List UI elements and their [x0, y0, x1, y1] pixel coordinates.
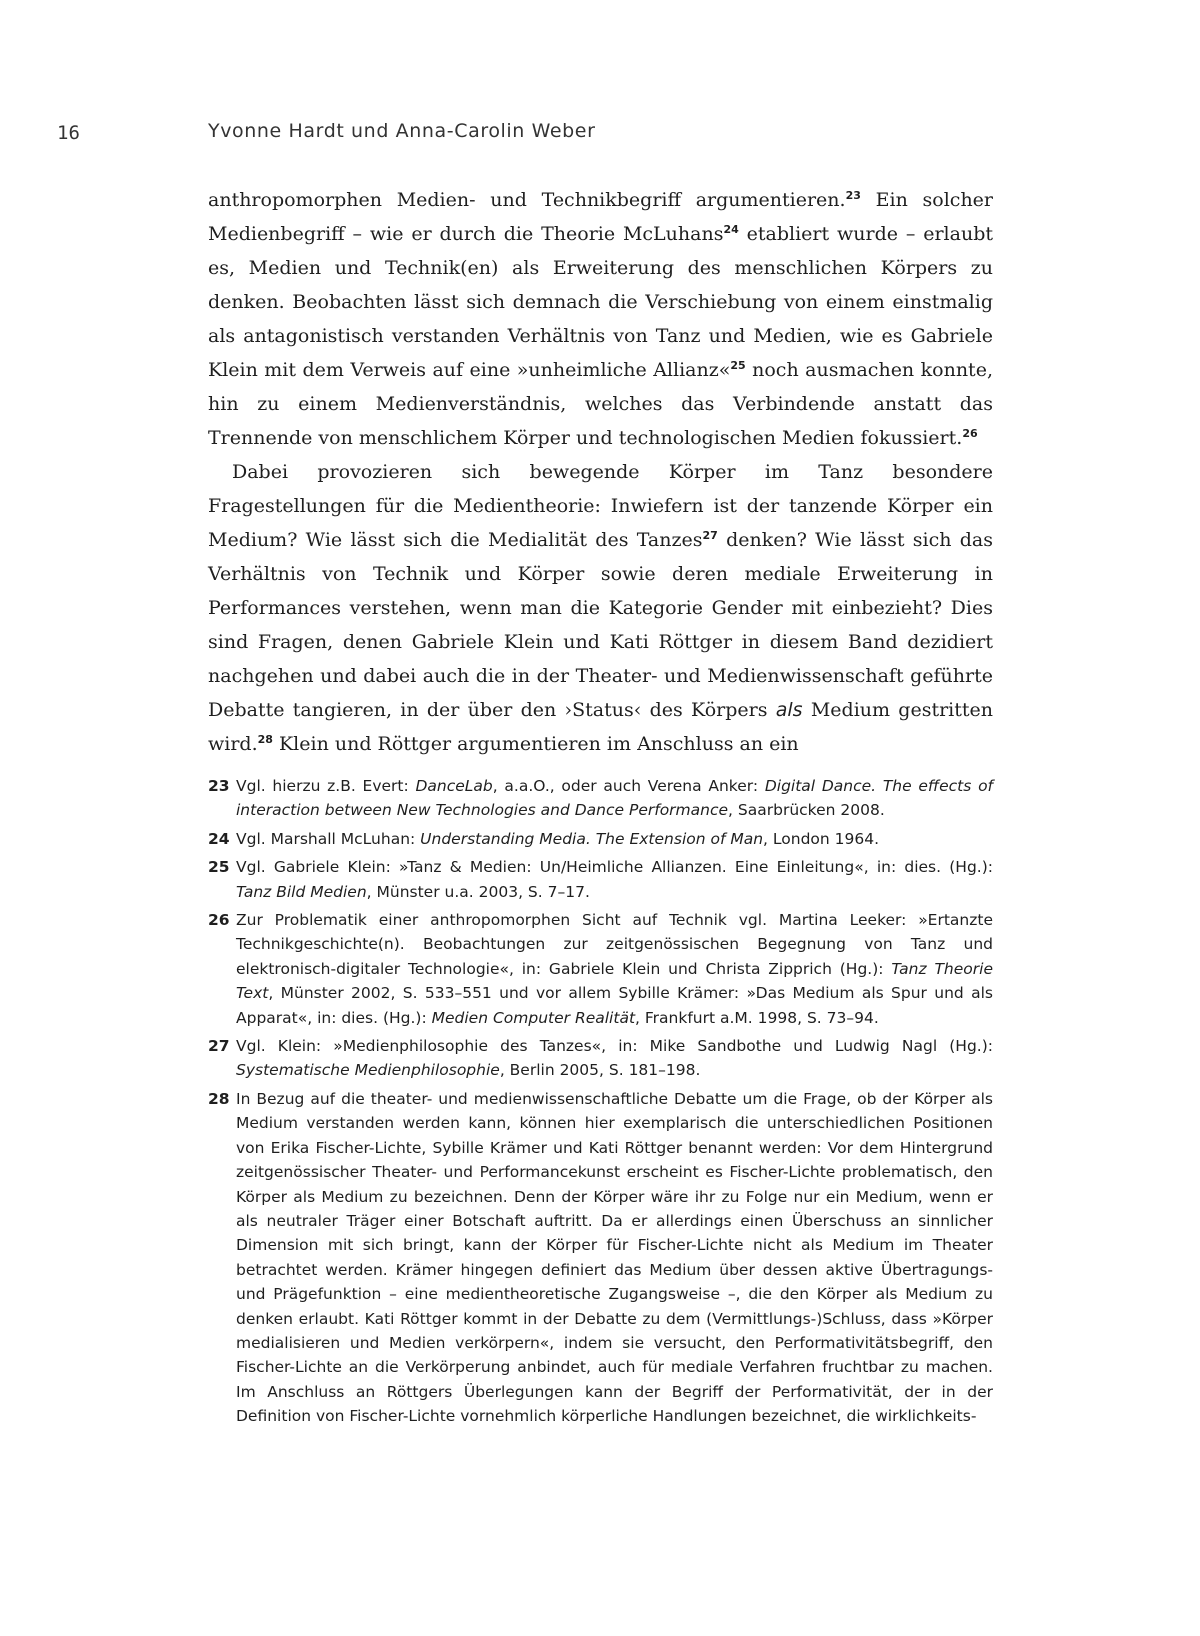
footnote-number: 25 — [208, 858, 230, 877]
footnote-26 — [208, 908, 993, 1030]
footnote-ref-27[interactable]: 27 — [702, 529, 718, 542]
emphasis: Understanding Media. The Extension of Man — [420, 829, 764, 848]
emphasis: Medien Computer Realität — [431, 1008, 636, 1027]
text-span: Dabei provozieren sich bewegende Körper im Tanz besondere Fragestellungen für die Medientheorie: Inwiefern ist der tanzende Körper ein Medium? Wie lässt sich die Medialität des Tanzes — [208, 461, 993, 551]
footnote-number: 24 — [208, 829, 230, 848]
footnote-25 — [208, 855, 993, 904]
page-number: 16 — [57, 122, 80, 144]
text-span: In Bezug auf die theater- und medienwissenschaftliche Debatte um die Frage, ob der Körper als Medium verstanden werden kann, können hier exemplarisch die unterschiedlichen Positionen von Erika Fischer-Lichte, Sybille Krämer und Kati Röttger benannt werden: Vor dem Hintergrund zeitgenössischer Theater- und Performancekunst erscheint es Fischer-Lichte problematisch, den Körper als Medium zu bezeichnen. Denn der Körper wäre ihr zu Folge nur ein Medium, wenn er als neutraler Träger einer Botschaft auftritt. Da er allerdings einen Überschuss an sinnlicher Dimension mit sich bringt, kann der Körper für Fischer-Lichte nicht als Medium im Theater betrachtet werden. Krämer hingegen definiert das Medium über dessen aktive Übertragungs- und Prägefunktion – eine medientheoretische Zugangsweise –, die den Körper als Medium zu denken erlaubt. Kati Röttger kommt in der Debatte zu dem (Vermittlungs-)Schluss, dass »Körper medialisieren und Medien verkörpern«, indem sie versucht, den Performativitätsbegriff, den Fischer-Lichte an die Verkörperung anbindet, auch für mediale Verfahren fruchtbar zu machen. Im Anschluss an Röttgers Überlegungen kann der Begriff der Performativität, der in der Definition von Fischer-Lichte vornehmlich körperliche Handlungen bezeichnet, die wirklichkeits- — [236, 1089, 993, 1426]
footnote-23 — [208, 774, 993, 823]
text-span: Vgl. hierzu z.B. Evert: — [236, 777, 416, 795]
footnote-number: 28 — [208, 1089, 230, 1108]
text-span: Klein und Röttger argumentieren im Anschluss an ein — [272, 733, 799, 755]
footnote-28 — [208, 1087, 993, 1429]
text-span: Vgl. Klein: »Medienphilosophie des Tanzes«, in: Mike Sandbothe und Ludwig Nagl (Hg.): — [236, 1037, 993, 1056]
running-head: Yvonne Hardt und Anna-Carolin Weber — [208, 120, 596, 142]
text-span: Zur Problematik einer anthropomorphen Sicht auf Technik vgl. Martina Leeker: »Ertanzte Technikgeschichte(n). Beobachtungen zur zeitgenössischen Begegnung von Tanz und elektronisch-digitaler Technologie«, in: Gabriele Klein und Christa Zipprich (Hg.): — [236, 911, 993, 978]
footnotes — [208, 774, 993, 1433]
emphasis: DanceLab — [415, 777, 493, 795]
emphasis: Digital Dance. The effects of interaction between New Technologies and Dance Performance — [236, 777, 994, 820]
text-span: etabliert wurde – erlaubt es, Medien und Technik(en) als Erweiterung des menschlichen Körpers zu denken. Beobachten lässt sich demnach die Verschiebung von einem einstmalig als antagonistisch verstanden Verhältnis von Tanz und Medien, wie es Gabriele Klein mit dem Verweis auf eine »unheimliche Allianz« — [208, 223, 993, 381]
footnote-ref-26[interactable]: 26 — [962, 427, 978, 440]
text-span: , Frankfurt a.M. 1998, S. 73–94. — [635, 1008, 879, 1027]
paragraph-2 — [208, 455, 993, 761]
text-span: , Berlin 2005, S. 181–198. — [499, 1061, 701, 1080]
footnote-ref-25[interactable]: 25 — [730, 359, 746, 372]
emphasis: als — [775, 699, 803, 721]
text-span: denken? Wie lässt sich das Verhältnis von Technik und Körper sowie deren mediale Erweiterung in Performances verstehen, wenn man die Kategorie Gender mit einbezieht? Dies sind Fragen, denen Gabriele Klein und Kati Röttger in diesem Band dezidiert nachgehen und dabei auch die in der Theater- und Medienwissenschaft geführte Debatte tangieren, in der über den ›Status‹ des Körpers — [208, 529, 993, 721]
paragraph-1 — [208, 183, 993, 455]
text-span: Ein solcher Medienbegriff – wie er durch die Theorie McLuhans — [208, 189, 994, 245]
footnote-24 — [208, 827, 993, 851]
text-span: , Saarbrücken 2008. — [728, 801, 885, 820]
emphasis: Tanz Theorie Text — [236, 959, 993, 1003]
footnote-ref-28[interactable]: 28 — [257, 733, 273, 746]
footnote-ref-24[interactable]: 24 — [723, 223, 739, 236]
text-span: anthropomorphen Medien- und Technikbegriff argumentieren. — [208, 189, 846, 211]
text-span: Vgl. Gabriele Klein: »Tanz & Medien: Un/Heimliche Allianzen. Eine Einleitung«, in: dies. (Hg.): — [236, 858, 993, 877]
text-span: Medium gestritten wird. — [208, 699, 993, 755]
footnote-number: 27 — [208, 1037, 230, 1056]
text-span: noch ausmachen konnte, hin zu einem Medienverständnis, welches das Verbindende anstatt das Trennende von menschlichem Körper und technologischen Medien fokussiert. — [208, 359, 993, 449]
body-text — [208, 183, 993, 761]
footnote-number: 26 — [208, 911, 230, 930]
text-span: Vgl. Marshall McLuhan: — [236, 829, 421, 848]
text-span: , a.a.O., oder auch Verena Anker: — [492, 777, 765, 795]
text-span: , London 1964. — [763, 829, 880, 848]
text-span: , Münster u.a. 2003, S. 7–17. — [366, 882, 590, 901]
footnote-ref-23[interactable]: 23 — [845, 189, 861, 202]
text-span: , Münster 2002, S. 533–551 und vor allem Sybille Krämer: »Das Medium als Spur und als Apparat«, in: dies. (Hg.): — [236, 984, 993, 1027]
emphasis: Tanz Bild Medien — [236, 882, 367, 901]
footnote-27 — [208, 1034, 993, 1083]
emphasis: Systematische Medienphilosophie — [236, 1061, 500, 1080]
footnote-number: 23 — [208, 777, 230, 795]
